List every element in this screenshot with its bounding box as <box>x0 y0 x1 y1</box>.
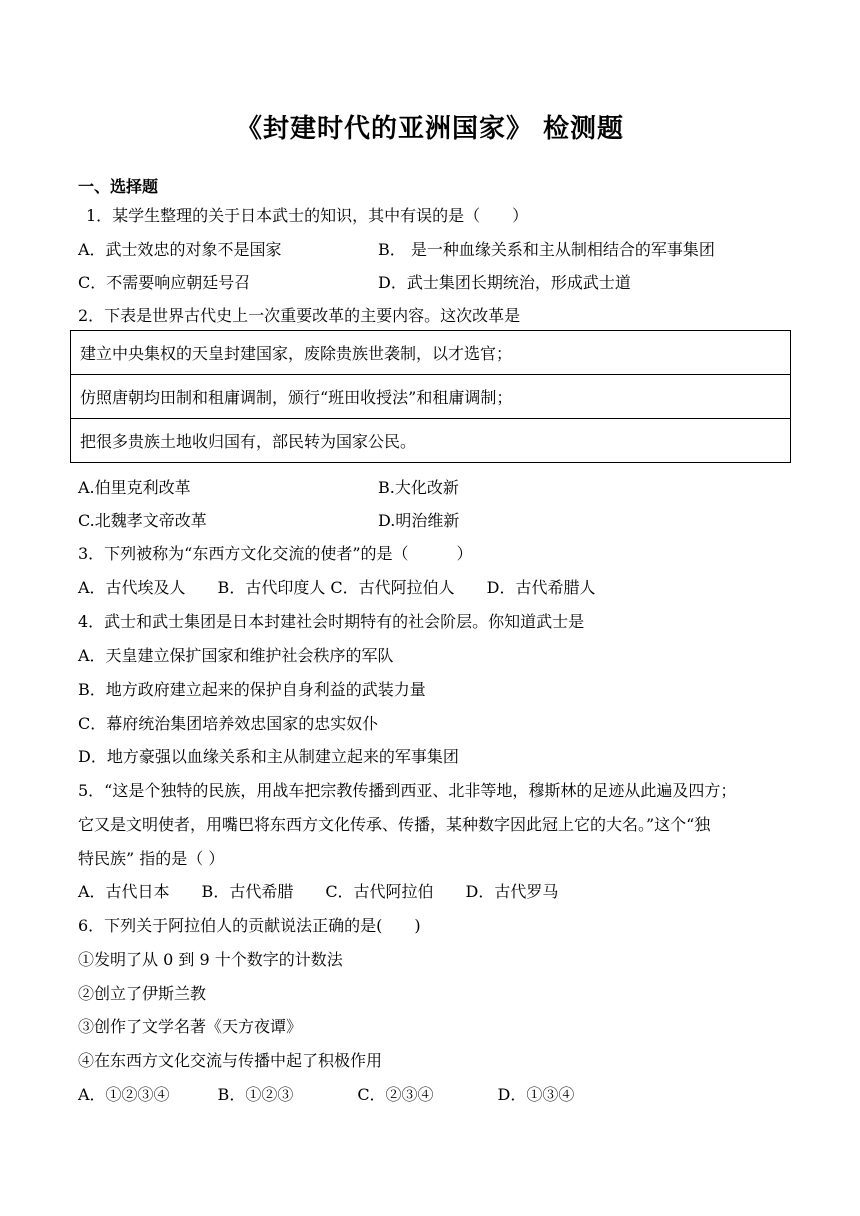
table-row <box>71 331 791 375</box>
question-2-option-b: B.大化改新 <box>378 478 459 497</box>
reform-content-table <box>70 330 791 463</box>
question-5-line-3: 特民族” 指的是（ ） <box>78 849 225 868</box>
question-5-line-2: 它又是文明使者，用嘴巴将东西方文化传承、传播，某种数字因此冠上它的大名。”这个“独 <box>78 815 711 834</box>
question-3-options: A．古代埃及人 B．古代印度人 C．古代阿拉伯人 D．古代希腊人 <box>78 578 596 597</box>
question-6-stem: 6．下列关于阿拉伯人的贡献说法正确的是( ) <box>78 916 421 935</box>
table-row <box>71 375 791 419</box>
section-heading: 一、选择题 <box>78 177 159 196</box>
question-2-option-c: C.北魏孝文帝改革 <box>78 511 207 530</box>
question-5-line-1: 5．“这是个独特的民族，用战车把宗教传播到西亚、北非等地，穆斯林的足迹从此遍及四方； <box>78 781 737 800</box>
table-row <box>71 419 791 463</box>
question-1-option-a: A．武士效忠的对象不是国家 <box>78 240 282 259</box>
question-1-stem: 1．某学生整理的关于日本武士的知识，其中有误的是（ ） <box>86 206 529 225</box>
question-4-option-c: C．幕府统治集团培养效忠国家的忠实奴仆 <box>78 714 379 733</box>
question-6-item-2: ②创立了伊斯兰教 <box>78 984 207 1003</box>
question-6-options: A．①②③④ B．①②③ C．②③④ D．①③④ <box>78 1085 575 1104</box>
question-2-stem: 2．下表是世界古代史上一次重要改革的主要内容。这次改革是 <box>78 306 521 325</box>
question-4-option-a: A．天皇建立保扩国家和维护社会秩序的军队 <box>78 646 394 665</box>
question-2-option-a: A.伯里克利改革 <box>78 478 191 497</box>
question-1-option-d: D．武士集团长期统治，形成武士道 <box>378 273 631 292</box>
question-6-item-3: ③创作了文学名著《天方夜谭》 <box>78 1017 303 1036</box>
question-6-item-1: ①发明了从 0 到 9 十个数字的计数法 <box>78 950 343 969</box>
question-2-option-d: D.明治维新 <box>378 511 460 530</box>
page-title: 《封建时代的亚洲国家》 检测题 <box>235 114 625 144</box>
table-cell: 建立中央集权的天皇封建国家，废除贵族世袭制，以才选官； <box>71 331 791 375</box>
table-cell: 把很多贵族土地收归国有，部民转为国家公民。 <box>71 419 791 463</box>
question-4-option-d: D．地方豪强以血缘关系和主从制建立起来的军事集团 <box>78 747 459 766</box>
table-cell: 仿照唐朝均田制和租庸调制，颁行“班田收授法”和租庸调制； <box>71 375 791 419</box>
question-1-option-c: C．不需要响应朝廷号召 <box>78 273 251 292</box>
question-4-stem: 4．武士和武士集团是日本封建社会时期特有的社会阶层。你知道武士是 <box>78 612 585 631</box>
question-4-option-b: B．地方政府建立起来的保护自身利益的武装力量 <box>78 680 426 699</box>
question-3-stem: 3．下列被称为“东西方文化交流的使者”的是（ ） <box>78 544 473 563</box>
question-6-item-4: ④在东西方文化交流与传播中起了积极作用 <box>78 1051 383 1070</box>
question-5-options: A．古代日本 B．古代希腊 C．古代阿拉伯 D．古代罗马 <box>78 882 559 901</box>
question-1-option-b: B． 是一种血缘关系和主从制相结合的军事集团 <box>378 240 715 259</box>
